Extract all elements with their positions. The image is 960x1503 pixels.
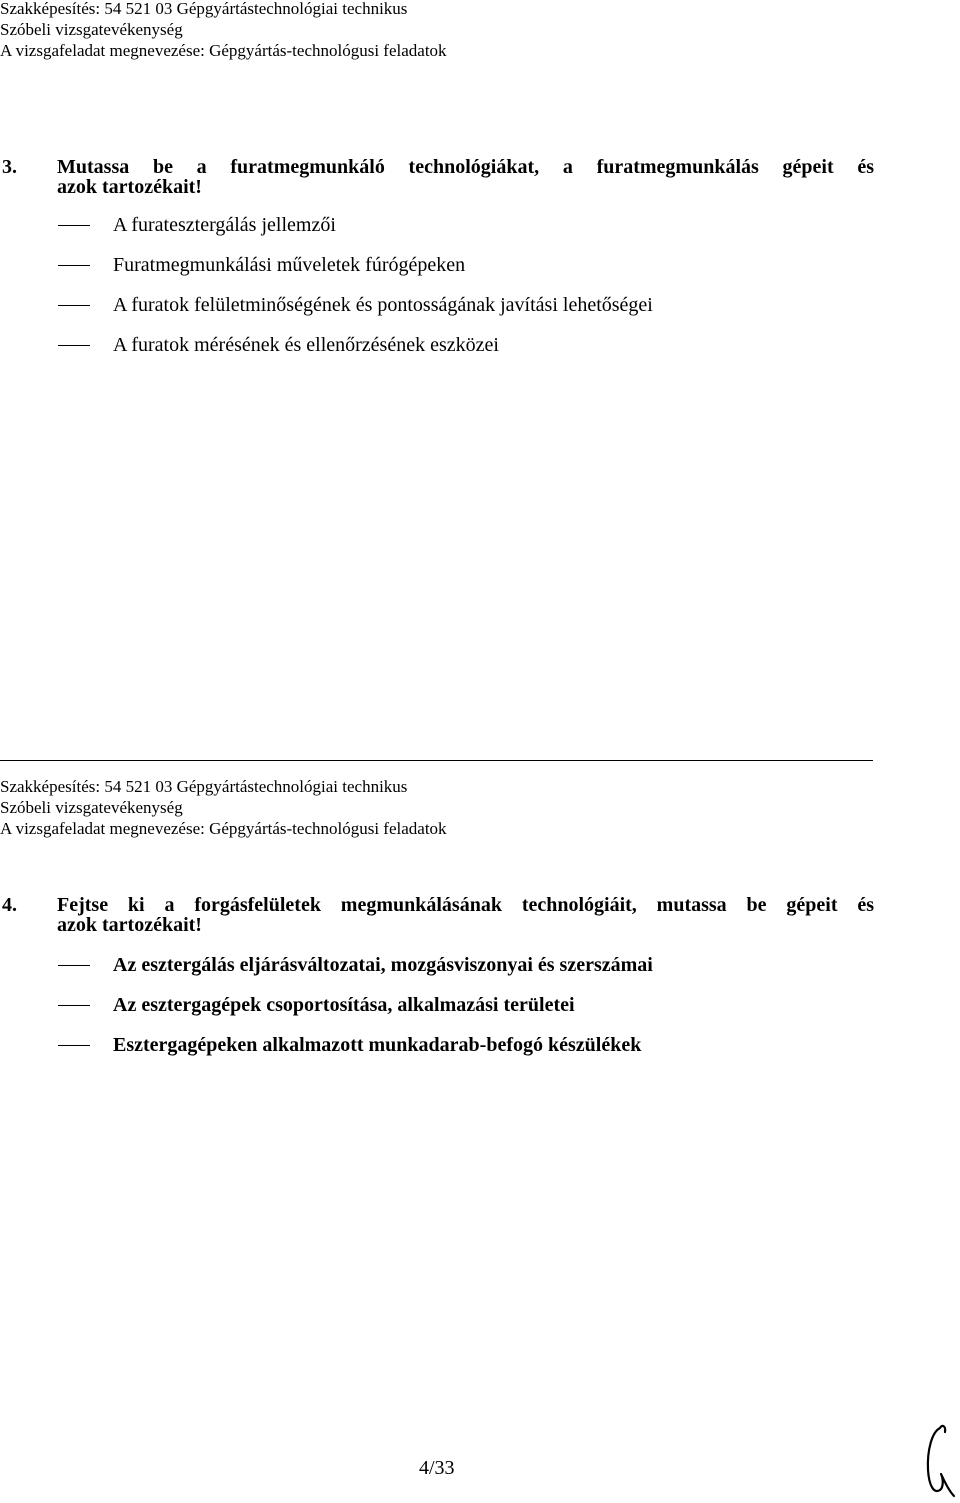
list-item-text: A furatok felületminőségének és pontosságának javítási lehetőségei [113,294,653,316]
bullet-list [0,215,874,375]
task-question-line: Mutassa be a furatmegmunkáló technológiákat, a furatmegmunkálás gépeit és [57,156,874,178]
task-question-line: azok tartozékait! [57,914,202,936]
list-item-text: A furatok mérésének és ellenőrzésének eszközei [113,334,499,356]
signature-icon [918,1420,960,1502]
list-item-text: Az esztergálás eljárásváltozatai, mozgásviszonyai és szerszámai [113,954,653,976]
list-item [0,995,874,1035]
list-item [0,955,874,995]
dash-bullet-icon [58,1005,90,1006]
task-number: 3. [2,156,17,178]
page-header [0,776,447,839]
list-item [0,215,874,255]
task-question-line: azok tartozékait! [57,176,202,198]
page-header [0,0,447,61]
list-item [0,255,874,295]
list-item-text: Furatmegmunkálási műveletek fúrógépeken [113,254,466,276]
list-item [0,295,874,335]
task-question [57,157,874,197]
dash-bullet-icon [58,265,90,266]
dash-bullet-icon [58,345,90,346]
header-qualification: Szakképesítés: 54 521 03 Gépgyártástechnológiai technikus [0,777,408,796]
list-item [0,335,874,375]
dash-bullet-icon [58,225,90,226]
task-title [0,157,874,197]
page-number: 4/33 [419,1457,455,1479]
dash-bullet-icon [58,965,90,966]
list-item-text: Az esztergagépek csoportosítása, alkalmazási területei [113,994,575,1016]
task-question-line: Fejtse ki a forgásfelületek megmunkálásának technológiáit, mutassa be gépeit és [57,894,874,916]
task-question [57,895,874,935]
header-qualification: Szakképesítés: 54 521 03 Gépgyártástechnológiai technikus [0,0,408,18]
header-exam-type: Szóbeli vizsgatevékenység [0,798,183,817]
task-3 [0,157,874,375]
list-item-text: A furatesztergálás jellemzői [113,214,336,236]
page-divider [0,760,873,761]
task-title [0,895,874,935]
bullet-list [0,955,874,1075]
task-4 [0,895,874,1075]
dash-bullet-icon [58,305,90,306]
header-task-name: A vizsgafeladat megnevezése: Gépgyártás-technológusi feladatok [0,819,447,838]
header-exam-type: Szóbeli vizsgatevékenység [0,20,183,39]
task-number: 4. [2,894,17,916]
header-task-name: A vizsgafeladat megnevezése: Gépgyártás-technológusi feladatok [0,41,447,60]
list-item-text: Esztergagépeken alkalmazott munkadarab-befogó készülékek [113,1034,642,1056]
list-item [0,1035,874,1075]
dash-bullet-icon [58,1045,90,1046]
